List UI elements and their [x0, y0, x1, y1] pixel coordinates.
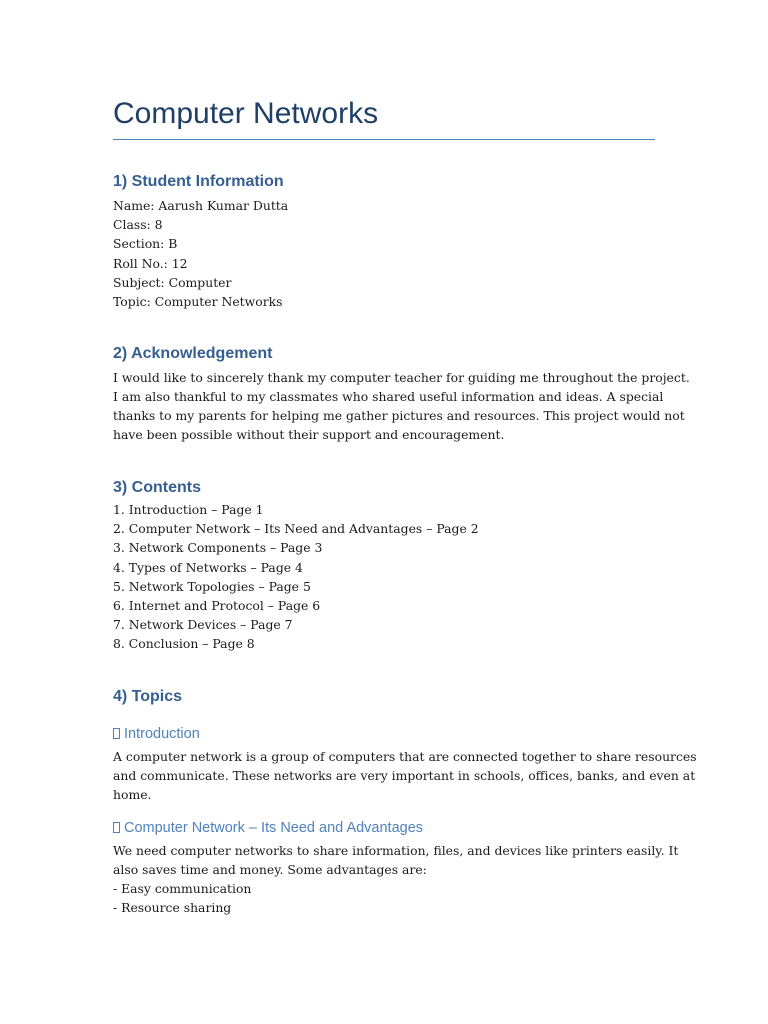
contents-item: 7. Network Devices – Page 7	[113, 617, 293, 633]
student-subject-line: Subject: Computer	[113, 274, 232, 290]
need-advantages-line: We need computer networks to share information, files, and devices like printers easily. It	[113, 843, 679, 858]
acknowledgement-line: I would like to sincerely thank my computer teacher for guiding me throughout the project.	[113, 370, 690, 385]
introduction-line: and communicate. These networks are very important in schools, offices, banks, and even at	[113, 768, 696, 783]
missing-glyph-icon	[113, 822, 120, 833]
need-advantages-line: also saves time and money. Some advantages are:	[113, 862, 427, 877]
title-underline	[113, 139, 655, 140]
acknowledgement-paragraph	[113, 368, 690, 444]
need-advantages-heading-text: Computer Network – Its Need and Advantages	[124, 820, 424, 836]
acknowledgement-line: have been possible without their support and encouragement.	[113, 427, 505, 442]
acknowledgement-line: I am also thankful to my classmates who shared useful information and ideas. A special	[113, 389, 664, 404]
missing-glyph-icon	[113, 728, 120, 739]
contents-item: 6. Internet and Protocol – Page 6	[113, 598, 321, 614]
need-advantages-line: - Easy communication	[113, 881, 252, 896]
contents-item: 5. Network Topologies – Page 5	[113, 578, 311, 594]
contents-item: 1. Introduction – Page 1	[113, 502, 264, 517]
student-section-line: Section: B	[113, 236, 178, 252]
student-name-line: Name: Aarush Kumar Dutta	[113, 198, 289, 213]
contents-item: 3. Network Components – Page 3	[113, 540, 323, 556]
document-title: Computer Networks	[113, 97, 379, 130]
contents-item: 8. Conclusion – Page 8	[113, 636, 255, 652]
acknowledgement-line: thanks to my parents for helping me gather pictures and resources. This project would not	[113, 408, 685, 423]
need-advantages-line: - Resource sharing	[113, 900, 232, 915]
contents-heading: 3) Contents	[113, 479, 201, 496]
student-roll-line: Roll No.: 12	[113, 255, 188, 271]
introduction-line: A computer network is a group of computers that are connected together to share resources	[113, 749, 697, 764]
need-advantages-heading	[113, 818, 423, 838]
topics-heading: 4) Topics	[113, 688, 183, 705]
introduction-heading	[113, 724, 200, 744]
acknowledgement-heading: 2) Acknowledgement	[113, 345, 273, 362]
student-info-heading: 1) Student Information	[113, 173, 284, 190]
introduction-paragraph	[113, 747, 697, 804]
contents-item: 4. Types of Networks – Page 4	[113, 559, 303, 575]
student-class-line: Class: 8	[113, 217, 163, 233]
introduction-heading-text: Introduction	[124, 726, 200, 742]
student-topic-line: Topic: Computer Networks	[113, 294, 283, 310]
student-info-list	[113, 196, 658, 311]
introduction-line: home.	[113, 787, 152, 802]
need-advantages-paragraph	[113, 841, 679, 917]
contents-list	[113, 500, 658, 654]
contents-item: 2. Computer Network – Its Need and Advantages – Page 2	[113, 521, 479, 537]
